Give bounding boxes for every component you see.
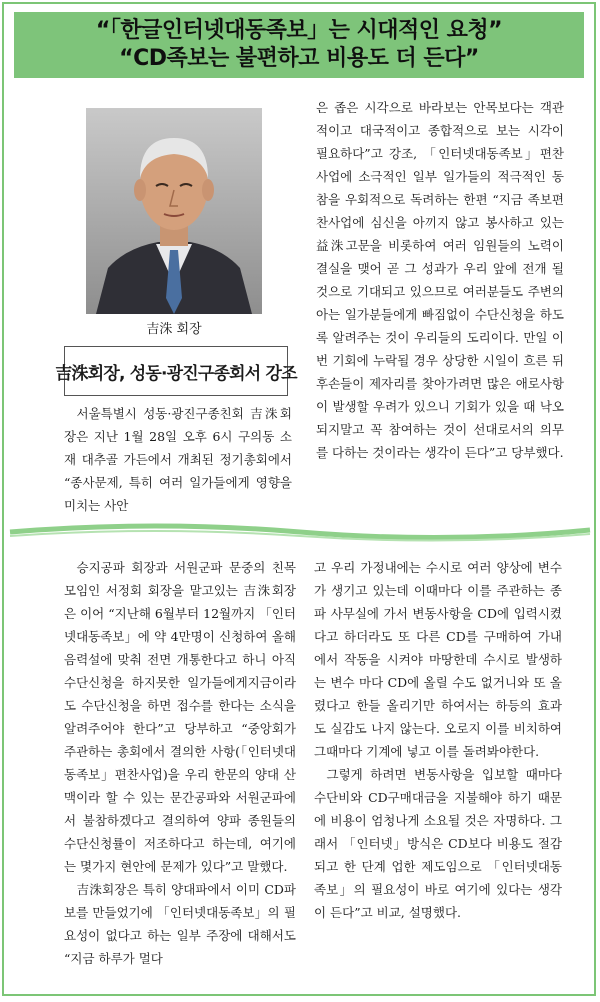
portrait-illustration: [86, 108, 262, 314]
headline-line-2: “CD족보는 불편하고 비용도 더 든다”: [119, 46, 479, 71]
portrait-photo: [86, 108, 262, 314]
subheadline: 吉洙회장, 성동·광진구종회서 강조: [55, 363, 297, 384]
headline-line-1: “「한글인터넷대동족보」는 시대적인 요청”: [95, 18, 503, 43]
headline-banner: [14, 12, 584, 78]
article-column-bottom-right: [314, 556, 562, 976]
photo-caption: 吉洙 회장: [146, 322, 202, 337]
article-column-top-left: [64, 402, 292, 513]
wave-divider: [10, 514, 590, 548]
article-column-top-right: [316, 96, 564, 510]
article-page: [2, 2, 596, 996]
paragraph: 은 좁은 시각으로 바라보는 안목보다는 객관적이고 대국적이고 종합적으로 보는 시각이 필요하다”고 강조, 「인터넷대동족보」편찬사업에 소극적인 일부 일가들의 적극적인 동참을 우회적으로 독려하는 한편 “지금 족보편찬사업에 심신을 아끼지 않고 봉사하고 있는 益洙고문을 비롯하여 여러 임원들의 노력이 결실을 맺어 곧 그 성과가 우리 앞에 전개 될 것으로 기대되고 있으므로 여러분들도 주변의 아는 일가분들에게 빠짐없이 수단신청을 하도록 알려주는 것이 우리들의 도리이다. 만일 이번 기회에 누락될 경우 상당한 시일이 흐른 뒤 후손들이 제자리를 찾아가려면 많은 애로사항이 발생할 우려가 있으니 기회가 있을 때 낙오되지말고 꼭 참여하는 것이 선대로서의 의무를 다하는 것이라는 생각이 든다”고 당부했다.: [316, 100, 564, 460]
paragraph: 吉洙회장은 특히 양대파에서 이미 CD파보를 만들었기에 「인터넷대동족보」의 필요성이 없다고 하는 일부 주장에 대해서도 “지금 하루가 멀다: [64, 882, 296, 966]
article-column-bottom-left: [64, 556, 296, 976]
paragraph: 승지공파 회장과 서원군파 문중의 친목모임인 서정회 회장을 맡고있는 吉洙회장은 이어 “지난해 6월부터 12월까지 「인터넷대동족보」에 약 4만명이 신청하여 올해 음력설에 맞춰 전면 개통한다고 하니 아직 수단신청을 하지못한 일가들에게지금이라도 수단신청을 하면 접수를 한다는 소식을 알려주어야 한다”고 당부하고 “중앙회가 주관하는 총회에서 결의한 사항(「인터넷대동족보」편찬사업)을 우리 한문의 양대 산맥이라 할 수 있는 문간공파와 서원군파에서 불참하겠다고 결의하여 양파 종원들의 수단신청률이 저조하다고 하는데, 여기에는 몇가지 현안에 문제가 있다”고 말했다.: [64, 560, 296, 874]
paragraph: 서울특별시 성동·광진구종친회 吉洙회장은 지난 1월 28일 오후 6시 구의동 소재 대추골 가든에서 개최된 정기총회에서 “종사문제, 특히 여러 일가들에게 영향을 미치는 사안: [64, 406, 292, 513]
paragraph: 그렇게 하려면 변동사항을 입보할 때마다 수단비와 CD구매대금을 지불해야 하기 때문에 비용이 엄청나게 소요될 것은 자명하다. 그래서 「인터넷」방식은 CD보다 비용도 절감되고 한 단계 업한 제도임으로 「인터넷대동족보」의 필요성이 바로 여기에 있다는 생각이 든다”고 비교, 설명했다.: [314, 767, 562, 920]
subheadline-box: [55, 346, 297, 396]
paragraph: 고 우리 가정내에는 수시로 여러 양상에 변수가 생기고 있는데 이때마다 이를 주관하는 종파 사무실에 가서 변동사항을 CD에 입력시켰다고 하더라도 또 다른 CD를 구매하여 가내에서 작동을 시켜야 마땅한데 수시로 발생하는 변수 마다 CD에 올릴 수도 없거니와 또 올렸다고 한들 올리기만 하여서는 하등의 효과도 실감도 나지 않는다. 오로지 이를 비치하여 그때마다 기계에 넣고 이를 돌려봐야한다.: [314, 560, 562, 759]
